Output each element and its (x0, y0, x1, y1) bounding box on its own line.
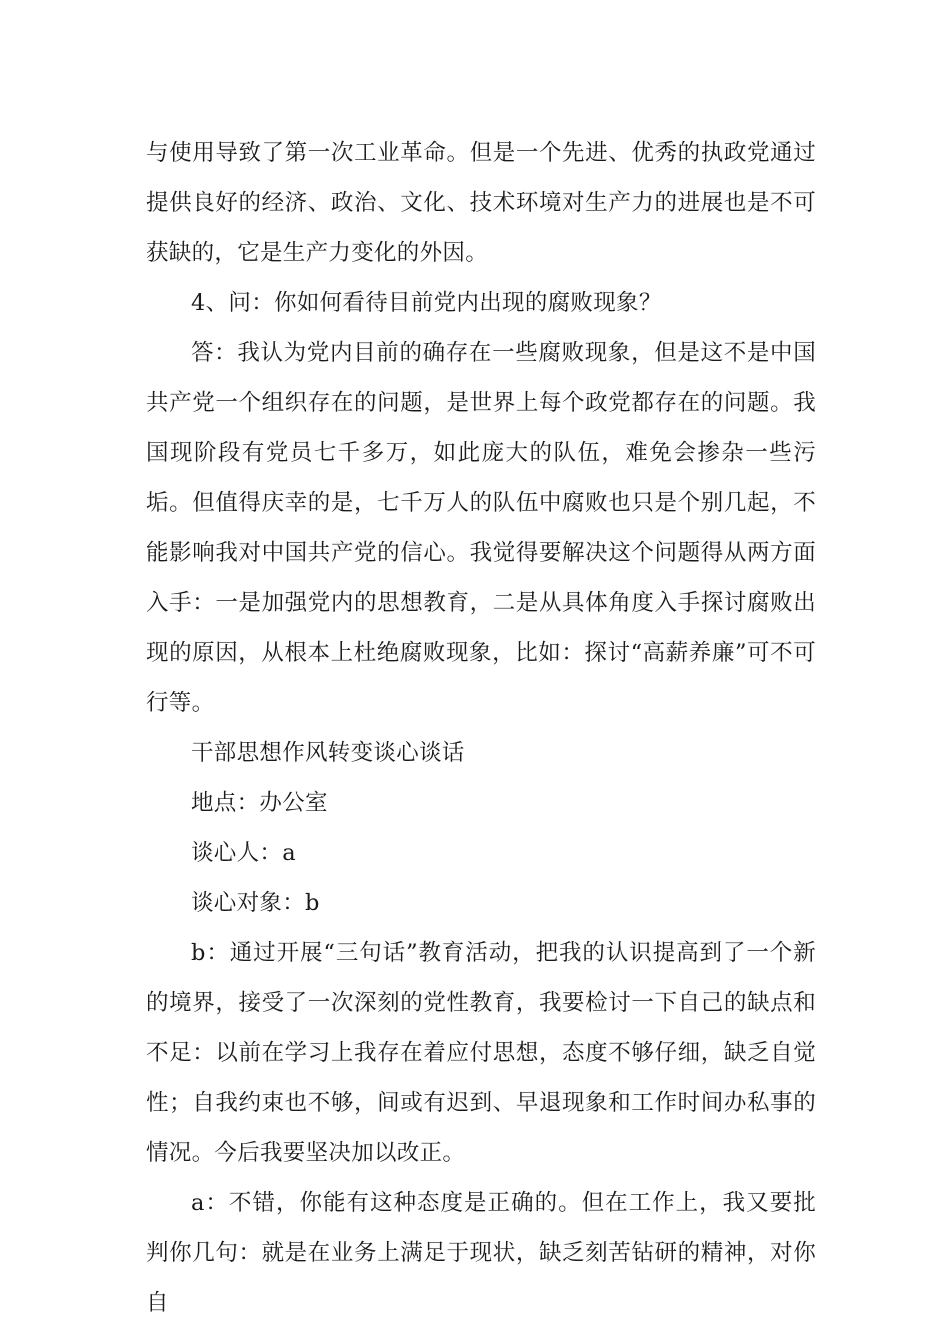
paragraph-a-statement: a：不错，你能有这种态度是正确的。但在工作上，我又要批判你几句：就是在业务上满足于现状，缺乏刻苦钻研的精神，对你自 (146, 1190, 816, 1316)
paragraph-answer: 答：我认为党内目前的确存在一些腐败现象，但是这不是中国共产党一个组织存在的问题，是世界上每个政党都存在的问题。我国现阶段有党员七千多万，如此庞大的队伍，难免会掺杂一些污垢。但值得庆幸的是，七千万人的队伍中腐败也只是个别几起，不能影响我对中国共产党的信心。我觉得要解决这个问题得从两方面入手：一是加强党内的思想教育，二是从具体角度入手探讨腐败出现的原因，从根本上杜绝腐败现象，比如：探讨“高薪养廉”可不可行等。 (146, 340, 816, 716)
section-title: 干部思想作风转变谈心谈话 (191, 740, 465, 766)
paragraph-b-statement: b：通过开展“三句话”教育活动，把我的认识提高到了一个新的境界，接受了一次深刻的党性教育，我要检讨一下自己的缺点和不足：以前在学习上我存在着应付思想，态度不够仔细，缺乏自觉性；自我约束也不够，间或有迟到、早退现象和工作时间办私事的情况。今后我要坚决加以改正。 (146, 940, 816, 1166)
speaker-line: 谈心人：a (191, 840, 296, 866)
body-text (146, 128, 816, 1328)
paragraph-1: 与使用导致了第一次工业革命。但是一个先进、优秀的执政党通过提供良好的经济、政治、文化、技术环境对生产力的进展也是不可获缺的，它是生产力变化的外因。 (146, 140, 816, 266)
subject-line: 谈心对象：b (191, 890, 320, 916)
paragraph-question-4: 4、问：你如何看待目前党内出现的腐败现象？ (191, 290, 662, 316)
location-line: 地点：办公室 (191, 790, 328, 816)
